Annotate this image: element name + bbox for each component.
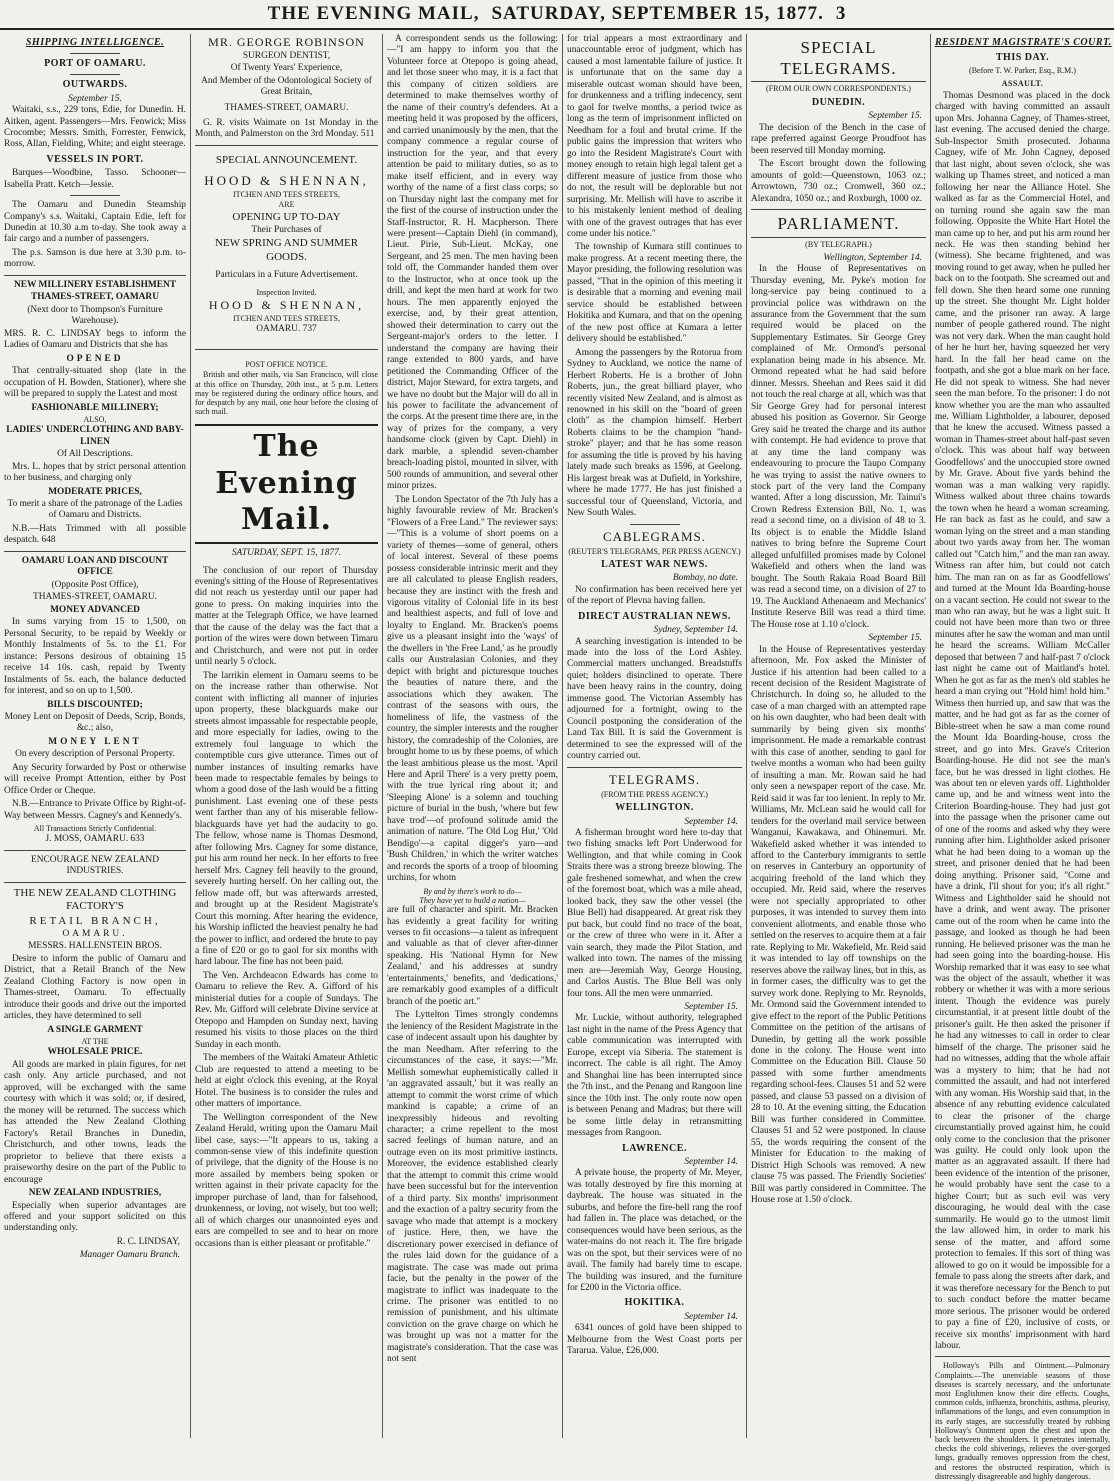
are-label: ARE — [278, 200, 295, 210]
lindsay-intro: MRS. R. C. LINDSAY begs to inform the Ladies of Oamaru and Districts that she has — [4, 328, 186, 351]
before-magistrate: (Before T. W. Parker, Esq., R.M.) — [969, 66, 1076, 76]
this-day-heading: THIS DAY. — [995, 52, 1050, 64]
masthead-title: THE EVENING MAIL, — [267, 3, 480, 24]
moss-signature — [4, 834, 186, 845]
hood-name-2: HOOD & SHENNAN, — [208, 297, 365, 312]
post-notice-text: British and other mails, via San Francisco, will close at this office on Thursday, 20th inst., at 5 p.m. Letters may be registered during the ordinary office hours, and for despatch by any mail, one hour before the closing of such mail. — [195, 370, 378, 417]
paper-title: The Evening Mail. — [195, 424, 378, 544]
lawrence-text: A private house, the property of Mr. Meyer, was totally destroyed by fire this morning at daybreak. The house was situated in the suburbs, and before the fire-bell rang the roof had fallen in. The place was detached, or the consequences would have been serious, as the water-mains do not reach it. The fire brigade was on the spot, but their services were of no avail. The family had barely time to escape. The building was insured, and the furniture for £200 in the Victoria office. — [567, 1168, 742, 1293]
holloway-advert: Holloway's Pills and Ointment.—Pulmonary Complaints.—The unenviable seasons of those diseases is scarcely necessary, and the unfortunate most Englishmen know their dire effects. Coughs, common colds, influenza, bronchitis, asthma, pleurisy, inflammations of the lungs, and even consumption in its early stages, are successfully treated by rubbing Holloway's Ointment upon the chest and upon the back between the shoulders. It penetrates internally, checks the cold shiverings, relieves the over-gorged lungs, gradually removes oppression from the chest, and restores the obstructed respiration, which is distressingly disagreeable and highly dangerous. — [935, 1361, 1110, 1481]
their-purchases: Their Purchases of — [251, 224, 322, 235]
millinery-street: THAMES-STREET, OAMARU — [31, 292, 159, 303]
lawrence-heading: LAWRENCE. — [622, 1142, 687, 1154]
manager-title: Manager Oamaru Branch. — [79, 1250, 180, 1261]
dunedin-text-2: The Escort brought down the following amounts of gold:—Queenstown, 1063 oz.; Arrowtown, 730 oz.; Cromwell, 360 oz.; Alexandra, 1050 oz.; and Roxburgh, 1000 oz. — [751, 159, 926, 204]
assault-heading: ASSAULT. — [1001, 79, 1044, 89]
divider — [70, 53, 120, 54]
wholesale-price: WHOLESALE PRICE. — [47, 1047, 143, 1058]
hokitika-date: September 14. — [684, 1311, 738, 1322]
rm-court-heading: RESIDENT MAGISTRATE'S COURT. — [935, 37, 1112, 48]
oamaru-heading: OAMARU. — [62, 929, 128, 939]
article-paragraph: The larrikin element in Oamaru seems to be on the increase rather than otherwise. Not content with inflicting all manner of injuries upon property, these blackguards make our streets almost impassable for respectable people, and more especially for ladies, owing to the extremely foul language to which the contemptible curs give utterance. Times out of number instances of insulting remarks have been made to respectable females by beings to whom a good dose of the lash would be a fitting punishment. Last evening one of these pests went farther than any of his miserable fellow-blackguards have yet had the audacity to go. The fellow, whose name is Thomas Desmond, after following Mrs. Cagney for some distance, put his arm round her neck. In her efforts to free herself Mrs. Cagney fell heavily to the ground, severely hurting herself. On her calling out, the fellow made off, but was afterwards arrested, and brought up at the Resident Magistrate's Court this morning. After hearing the evidence, his Worship inflicted the heaviest penalty he had the power to inflict, and ordered the brute to pay a fine of £20 or go to gaol for six months with hard labour. The fine has not been paid. — [195, 670, 378, 968]
article-paragraph: The Lyttelton Times strongly condemns the leniency of the Resident Magistrate in the case of indecent assault upon his daughter by the man Needham. After referring to the circumstances of the case, it says:—"Mr. Mellish somewhat euphemistically called it 'an aggravated assault,' but it was really an attempt to commit the worst crime of which mankind is capable; a crime of an inexpressibly hideous and revolting character; a crime repellent to the most sacred feelings of human nature, and an outrage even on its most primitive instincts. Moreover, the evidence established clearly that the attempt to commit this crime would have been successful but for the intervention of a third party. Six months' imprisonment and the exaction of a paltry security from the savage who made that attempt is a mockery of justice. Here, then, we have the discretionary power exercised in defiance of the rules laid down for the guidance of a magistrate. The case was made out prima facie, but the penalty in the power of the magistrate to inflict was inadequate to the crime. The prisoner was entitled to no remission of punishment, and his ultimate conviction on the grave charge on which he was brought up was not a matter for the magistrate's consideration. That the case was not sent — [387, 1010, 558, 1365]
special-announcement: SPECIAL ANNOUNCEMENT. — [215, 153, 358, 166]
divider — [70, 74, 120, 75]
divider — [567, 767, 742, 768]
column-1 — [0, 34, 190, 1438]
money-lent-text: On every description of Personal Property. — [15, 749, 175, 760]
war-date: Bombay, no date. — [672, 573, 738, 584]
parliament-text-2: In the House of Representatives yesterday afternoon, Mr. Fox asked the Minister of Justice if his attention had been called to a recent decision of the Resident Magistrate of Christchurch. In doing so, he alluded to the case of a man charged with an attempted rape on his own daughter, who had been dealt with summarily by being given six months' imprisonment. He made a remarkable contrast with this case of another, sending to gaol for twelve months a woman who had been guilty of insulting a man. Mr. Rowan said he had only seen a newspaper report of the case. Mr. Reid said it was far too lenient. In reply to Mr. Williams, Mr. McLean said he would call for tenders for the overland mail service between Wanganui, Kawakawa, and Ohinemuri. Mr. Wakefield asked whether it was intended to afford to the Canterbury immigrants to settle on reserves in Canterbury an opportunity of acquiring freehold of the land which they occupied. Mr. Reid said, where the reserves were not specially appropriated to other purposes, it was intended to survey them into convenient allotments, and enable those who settled on the reserves to acquire them at a fair rate. Replying to Mr. Wakefield, Mr. Reid said it was intended to lay off townships on the reserves above the railway lines, but in this, as in former cases, the difficulty was to get the survey work done. Replying to Mr. Reynolds, Mr. Ormond said the Government intended to give effect to the report of the Public Petitions Committee on the petition of the artisans of Dunedin, by getting all the work possible done in the colony. The House went into Committee on the Education Bill. Clause 50 passed with some further amendments regarding school-fees. Clauses 51 and 52 were passed, and clause 53 passed on a division of 28 to 10. At the evening sitting, the Education Bill was further considered in Committee. Clauses 51 and 52 were postponed. In clause 55, the words requiring the consent of the Minister for Education to the making of District High Schools was removed. A new clause 75 was passed. The Friendly Societies' Bill was partly considered in Committee. The House rose at 1.50 o'clock. — [751, 644, 926, 1206]
divider — [195, 349, 378, 350]
outwards-date: September 15. — [68, 93, 122, 104]
column-4 — [562, 34, 746, 1438]
cablegrams-heading: CABLEGRAMS. — [602, 528, 707, 544]
wellington-date: September 14. — [684, 816, 738, 827]
divider — [195, 145, 378, 146]
also-label: ALSO, — [83, 415, 107, 424]
ladies-heading: LADIES' UNDERCLOTHING AND BABY-LINEN — [6, 425, 184, 447]
manager-name: R. C. LINDSAY, — [116, 1236, 180, 1247]
especially-text: Especially when superior advantages are offered and your support solicited on this understanding only. — [4, 1200, 186, 1234]
bills-text: Money Lent on Deposit of Deeds, Scrip, Bonds, &c.; also, — [4, 711, 186, 734]
nb-hats — [4, 524, 186, 547]
samson-text: The p.s. Samson is due here at 3.30 p.m. to-morrow. — [4, 247, 186, 270]
divider — [751, 209, 926, 210]
oamaru-label: OAMARU. — [256, 323, 301, 334]
verse-line: They have yet to build a nation— — [419, 895, 526, 905]
war-heading: LATEST WAR NEWS. — [601, 559, 708, 571]
money-advanced-heading: MONEY ADVANCED — [50, 604, 140, 615]
parliament-heading: PARLIAMENT. — [751, 214, 926, 238]
fashionable-heading: FASHIONABLE MILLINERY; — [31, 402, 159, 413]
divider — [4, 275, 186, 276]
article-paragraph: A correspondent sends us the following:—"I am happy to inform you that the Volunteer force at Otepopo is going ahead, and let those sneer who may, it is a fact that this company of citizen soldiers are determined to make themselves worthy of the name of their country's defenders. At a meeting held it was proposed by the officers, and carried unanimously by the men, that the company commence a regular course of instruction for the year, and that every attention be paid to military duties, so as to make itself efficient, and in every way worthy of the name of a first class corps; so on Thursday night last the company met for the first of the course of instruction under the Staff-Instructor, R. H. Macpherson. There were present—Captain Diehl (in command), Lieut. Pirie, Sub-Lieut. McKay, one Sergeant, and 25 men. The men having been told off, the Commander handed them over to the Instructor, who at once took up the drill, and kept the men hard at work for two hours. The men apparently enjoyed the exercise, and, by their great attention, showed their determination to carry out the Sergeant-major's orders to the letter. I understand the company are having their range extended to 800 yards, and have petitioned the Commanding Officer of the district, Major Steward, for extra targets, and we have no doubt but the Major will do all in his power to facilitate the advancement of the corps. At the present time there are, in the way of prizes for the company, a very handsome clock (given by Capt. Diehl) in dark marble, a splendid seven-chamber breach-loading pistol, mounted in silver, with 500 rounds of ammunition, and several other minor prizes. — [387, 34, 558, 492]
steamship-text: The Oamaru and Dunedin Steamship Company's s.s. Waitaki, Captain Edie, left for Dunedin at 10.30 a.m to-day. She took away a fair cargo and a number of passengers. — [4, 200, 186, 245]
encourage-heading: ENCOURAGE NEW ZEALAND INDUSTRIES. — [31, 854, 159, 877]
parliament-date: Wellington, September 14. — [823, 252, 922, 263]
paper-date: SATURDAY, SEPT. 15, 1877. — [231, 548, 342, 559]
bills-heading: BILLS DISCOUNTED; — [47, 699, 143, 710]
security-text: Any Security forwarded by Post or otherwise will receive Prompt Attention, either by Post Office Order or Cheque. — [4, 762, 186, 796]
ad-number: 648 — [41, 535, 56, 546]
article-paragraph: The Ven. Archdeacon Edwards has come to Oamaru to relieve the Rev. A. Gifford of his ministerial duties for a couple of Sundays. The Rev. Mr. Gifford will celebrate Divine service at Otepopo and Hampden on Sunday next, having resumed his visits to those places on the third Sunday in each month. — [195, 970, 378, 1050]
parliament-source: (BY TELEGRAPH.) — [805, 239, 872, 249]
dentist-street: THAMES-STREET, OAMARU. — [224, 102, 349, 113]
dentist-visits-text: G. R. visits Waimate on 1st Monday in the Month, and Palmerston on the 3rd Monday. — [195, 117, 378, 140]
hood-oamaru — [195, 324, 378, 335]
itchen-streets: ITCHEN AND TEES STREETS, — [233, 190, 340, 200]
australian-date: Sydney, September 14. — [653, 625, 738, 636]
lawrence-date: September 14. — [684, 1156, 738, 1167]
article-paragraph: for trial appears a most extraordinary and unaccountable error of judgment, which has caused a most lamentable failure of justice. It is unfortunate that on the same day a miserable outcast woman should have been, for drunkenness and a trifling indecency, sent to gaol for twelve months, a period twice as long as the term of imprisonment inflicted on Needham for a foul and brutal crime. If the public gains the impression that writers who go into the Resident Magistrate's Court with money enough to retain high legal talent get a different measure of justice from those who do not, the result will be deplorable but not surprising. Mr. Mellish will have to ascribe it to his mistakenly lenient method of dealing with one of the gravest outrages that has ever come under his notice." — [567, 34, 742, 239]
money-advanced-text: In sums varying from 15 to 1,500, on Personal Security, to be repaid by Weekly or Monthly Instalments of 5s. to the £1. For instance: Persons desirous of obtaining 15 receive 14 10s. cash, repaid by Twenty Instalments of 5s. each, the balance deducted for interest, and so on up to 1,500. — [4, 617, 186, 697]
spring-goods: NEW SPRING AND SUMMER GOODS. — [214, 237, 359, 263]
ad-number: 511 — [360, 129, 375, 140]
column-3 — [382, 34, 562, 1438]
moss-name: J. MOSS, OAMARU. — [45, 834, 129, 845]
masthead — [0, 0, 1114, 30]
loan-street: THAMES-STREET, OAMARU. — [32, 592, 158, 603]
opened-heading: OPENED — [66, 353, 124, 364]
nb-hats-text: N.B.—Hats Trimmed with all possible despatch. — [4, 523, 186, 546]
parliament-date-2: September 15. — [868, 633, 922, 644]
hokitika-text: 6341 ounces of gold have been shipped to Melbourne from the West Coast ports per Tararua. Value, £26,000. — [567, 1323, 742, 1357]
ad-number: 737 — [302, 323, 317, 334]
dentist-visits — [195, 118, 378, 141]
verse-line: By and by there's work to do— — [423, 886, 522, 896]
confidential-text: All Transactions Strictly Confidential. — [33, 824, 157, 834]
vessels-heading: VESSELS IN PORT. — [46, 153, 144, 165]
dunedin-date: September 15. — [868, 111, 922, 122]
hood-name: HOOD & SHENNAN, — [204, 173, 369, 189]
dentist-name: MR. GEORGE ROBINSON — [208, 35, 365, 49]
divider — [4, 850, 186, 851]
article-paragraph: The township of Kumara still continues to make progress. At a recent meeting there, the Mayor presiding, the following resolution was passed, "That in the opinion of this meeting it is desirable that a morning and evening mail service should be established between Hokitika and Kumara, and that on the opening of the new post office at Kumara a letter delivery should be established." — [567, 242, 742, 345]
moderate-heading: MODERATE PRICES, — [48, 486, 142, 497]
millinery-next: (Next door to Thompson's Furniture Warehouse). — [27, 304, 163, 327]
special-telegrams-heading: SPECIAL TELEGRAMS. — [751, 38, 926, 82]
article-paragraph: The members of the Waitaki Amateur Athletic Club are requested to attend a meeting to be held at eight o'clock this evening, at the Royal Hotel. The business is to consider the rules and other matters of importance. — [195, 1053, 378, 1110]
ad-number: 633 — [130, 834, 145, 845]
australian-text: A searching investigation is intended to be made into the loss of the Lord Ashley. Commercial matters unchanged. Breadstuffs quiet; holders disinclined to operate. There have been heavy rains in the country, doing immense good. The Victorian Assembly has adjourned for a fortnight, owing to the Council postponing the consideration of the Land Tax Bill. It is said the Government is determined to see the expressed will of the country carried out. — [567, 636, 742, 762]
article-paragraph: The conclusion of our report of Thursday evening's sitting of the House of Representatives did not reach us yesterday until our paper had gone to press. On making inquiries into the matter at the Telegraph Office, we have learned that the cause of the delay was the fact that a portion of the wires were down between Timaru and Christchurch, and were not put in order until nearly 5 o'clock. — [195, 565, 378, 668]
wellington-text-2: Mr. Luckie, without authority, telegraphed last night in the name of the Press Agency that cable communication was interrupted with Europe, except via Siberia. The statement is incorrect. The cable is all right. The Amoy and Shanghai line has been interrupted since the 7th inst., and the Penang and Rangoon line since the 10th inst. The only route now open is between Penang and Madras; but there will be some little delay in retransmitting messages from Rangoon. — [567, 1013, 742, 1139]
inspection-invited: Inspection Invited. — [256, 287, 317, 297]
wellington-text: A fisherman brought word here to-day that two fishing smacks left Port Underwood for Wellington, and that while coming in Cook Straits there was a strong breeze blowing. The gale freshened somewhat, and when the crew of the foremost boat, which was a mile ahead, looked back, they saw the other vessel (the Blue Bell) had disappeared. At great risk they put back, but could find no trace of the boat, or the crew of three who were in it. After a vain search, they made the Pilot Station, and walked into town. The names of the missing men are—Jeremiah Way, George Housing, and Carlos Austis. The Blue Bell was only four tons. All the men were unmarried. — [567, 827, 742, 999]
page-number: 3 — [835, 3, 847, 24]
telegrams-heading: TELEGRAMS. — [608, 771, 701, 787]
wellington-date-2: September 15. — [684, 1002, 738, 1012]
dentist-title: SURGEON DENTIST, — [242, 50, 331, 61]
vessels-text: Barques—Woodbine, Tasso. Schooner—Isabella Pratt. Ketch—Jessie. — [4, 168, 186, 190]
masthead-date: SATURDAY, SEPTEMBER 15, 1877. — [491, 3, 824, 24]
outwards-heading: OUTWARDS. — [62, 79, 128, 91]
outwards-text: Waitaki, s.s., 229 tons, Edie, for Dunedin. H. Aitken, agent. Passengers—Mrs. Fenwick; Miss Crocombe; Messrs. Smith, Forrester, Fenwick, Ross, Allan, Fielding, White; and eight steerage. — [4, 105, 186, 150]
divider — [630, 524, 680, 525]
nz-industries: NEW ZEALAND INDUSTRIES, — [28, 1188, 162, 1199]
dunedin-heading: DUNEDIN. — [811, 97, 866, 109]
loan-heading: OAMARU LOAN AND DISCOUNT OFFICE — [21, 555, 169, 578]
post-notice-heading: POST OFFICE NOTICE. — [245, 360, 328, 370]
article-paragraph: The Wellington correspondent of the New Zealand Herald, writing upon the Oamaru Mail libel case, says:—"It appears to us, taking a common-sense view of this indefinite question of privilege, that the dignity of the House is no more assailed by members being spoken or written against in their private capacity for the improper purchase of land, than for falsehood, drunkenness, or loving, not wisely, but too well; all of which charges our unannointed eyes and ears are compelled to see and to hear on more occasions than is either pleasant or profitable." — [195, 1112, 378, 1249]
at-the: AT THE — [81, 1037, 109, 1047]
loan-sub: (Opposite Post Office), — [51, 579, 139, 590]
millinery-heading: NEW MILLINERY ESTABLISHMENT — [13, 279, 177, 290]
divider — [935, 1356, 1110, 1357]
column-2 — [190, 34, 382, 1438]
telegrams-source: (FROM THE PRESS AGENCY.) — [601, 789, 708, 799]
article-paragraph: are full of character and spirit. Mr. Bracken has evidently a great facility for writing verses to fit occasions—a talent as infrequent and valuable as that of clever after-dinner speaking. His 'National Hymn for New Zealand,' and his addresses at sundry 'entertainments,' benefits, and 'dedications,' are remarkably good examples of a difficult branch of the poetic art." — [387, 905, 558, 1007]
port-heading: PORT OF OAMARU. — [44, 58, 146, 70]
divider — [70, 195, 120, 196]
court-report: Thomas Desmond was placed in the dock charged with having committed an assault upon Mrs. Johanna Cagney, of Thames-street, last evening. The accused denied the charge. Sub-Inspector Smith prosecuted. Johanna Cagney, wife of Mr. John Cagney, deposed that last night, about seven o'clock, she was walking up Thames street, and noticed a man following her near the Alliance Hotel. She walked as far as the Commercial Hotel, and on turning round she again saw the man following. Opposite the White Hart Hotel the man came up to her, and put his arm round her neck. He was then standing behind her (witness). She became frightened, and was moving round to get away, when he pulled her back on to the footpath. She screamed out and fell down. She then heard some one running up the street. She thought Mr. Light holder came, and the prisoner ran away. A large number of people gathered round. The night was not very dark. When the man caught hold of her he hurt her, having squeezed her very hard. In the fall her head came on the footpath, and she got a blue mark on her face. He did not speak to witness. She had never seen the man before. To the prisoner: I do not know whether you are the man who assaulted me. William Lightholder, a labourer, deposed that he knew the accused. Witness passed a woman in Thames-street about half-past seven o'clock. This was about half way between Goodfellows' and the unoccupied store owned by Mr. Grave. About five yards behind the woman was a man walking very rapidly. Witness walked about three chains towards the town when he heard a woman screaming. He ran back as fast as he could, and saw a woman lying on the street and a man standing about two yards away from her. The woman called out "Catch him," and the man ran away. Witness ran after him, but could not catch him. The man ran on as far as Goodfellows' and turned at the Mount Ida Boarding-house on a vacant section. He could not swear to the man who ran away, but he was a light suit. It could not have been more than two or three minutes after he saw the woman and man until he heard the screams. William McCaller deposed that between 7 and half-past 7 o'clock last night he came out of Maitland's hotel. When he got as far as the men's old stables he heard a man crying out "Hold him! hold him." Witness then hurried up, and saw that was the matter, and he had got as far as the corner of Bible-street when he saw a man come round the Mount Ida Boarding-house, cross the street, and go into Mrs. Grave's Criterion Boarding-house. He did not see the man's face, but he was dressed in light clothes. He was about ten or eleven yards off. Lightholder came up, and he and witness went into the Criterion Boarding-house. They had just got into the passage when the prisoner came out of one of the rooms and asked why they were running after him. Lightholder asked prisoner what he had been doing to a woman up the street, and prisoner denied that he had been doing anything. Prisoner said, "Come and have a drink, I'll shout for you; it's all right." Witness and Lightholder said he should not have a drink, and went away. The prisoner came out of the room when he came into the passage, and looked as though he had been running. He believed prisoner was the man he had seen going into the boarding-house. His Worship remarked that it was easy to see what was the object of the assault, whether it was robbery or whether it was with a more serious intent. Though the evidence was purely circumstantial, it at present little doubt of the prisoner's guilt. He then asked the prisoner if he had any witnesses to call in order to clear himself of the charge. The prisoner said he had no witnesses, adding that the whole affair was a mystery to him; that he had not committed the assault, and had not interfered with any woman. His Worship said that, in the absence of any rebutting evidence calculated to clear the prisoner of the charge circumstantially proved against him, he could only come to the conclusion that the prisoner was guilty. He could only look upon the matter as an aggravated assault. If there had been evidence of the intention of the prisoner, he would probably have sent the case to a higher Court; but as such evil was very discouraging, he would deal with the case summarily. He would go to the utmost limit the law allowed him, in order to mark his sense of the matter, and afford some protection to females. If this sort of thing was allowed to go on it would be impossible for a female to pass along the streets after dark, and it was therefore necessary for the Bench to put to such conduct before the matter became more serious. The prisoner would be ordered to pay a fine of £20, inclusive of costs, or receive six months' imprisonment with hard labour. — [935, 90, 1110, 1351]
column-6 — [930, 34, 1114, 1481]
divider — [4, 882, 186, 883]
article-paragraph: The London Spectator of the 7th July has a highly favourable review of Mr. Bracken's "Flowers of a Free Land." The reviewer says:—"This is a volume of short poems on a variety of themes—some of general, others of local interest. Several of these poems possess considerable intrinsic merit and they are all calculated to please English readers, because they are instinct with the fresh and vigorous vitality of Colonial life in its best and healthiest aspects, and full of love and loyalty to England. Mr. Bracken's poems give us a pleasant insight into the 'ways' of the dwellers in 'the Free Land,' as he proudly calls our Australasian Colonies, and they depict with bright and picturesque touches the beauties of nature there, and the associations which they awaken. The contrast of the seasons with ours, the homeliness of life, the vastness of the country, the simpler interests and the rougher history, the comradeship of the Colonies, are brought home to us by these poems, of which the least ambitious please us the most. 'April Here and April There' is a very pretty poem, with the true lyrical ring about it; and 'Sleeping Alone' is a solemn and touching picture of burial in the bush, 'where but few have trod'—of profound solitude amid the animation of nature. 'The Old Log Hut,' 'Old Bendigo'—a capital digger's yarn—and 'Bush Children,' in which the writer watches and records the sports of a troop of blooming urchins, for whom — [387, 494, 558, 884]
hokitika-heading: HOKITIKA. — [624, 1297, 685, 1309]
cablegrams-source: (REUTER'S TELEGRAMS, PER PRESS AGENCY.) — [568, 546, 741, 556]
divider — [4, 551, 186, 552]
war-text: No confirmation has been received here yet of the report of Plevna having fallen. — [567, 584, 742, 607]
goods-text: All goods are marked in plain figures, for net cash only. Any article purchased, and not approved, will be exchanged with the same courtesy with which it was sold; or, if desired, the money will be returned. The success which has attended the New Zealand Clothing Factory's Retail Branches in Dunedin, Christchurch, and other towns, leads the proprietor to believe that there exists a praiseworthy desire on the part of the Public to encourage — [4, 1059, 186, 1185]
shipping-heading: SHIPPING INTELLIGENCE. — [25, 37, 165, 48]
merit-text: To merit a share of the patronage of the Ladies of Oamaru and Districts. — [7, 499, 183, 521]
dunedin-text: The decision of the Bench in the case of rape preferred against George Proudfoot has been reserved till Monday morning. — [751, 122, 926, 156]
article-paragraph: Among the passengers by the Rotorua from Sydney to Auckland, we notice the name of Herbert Roberts. He is a brother of John Roberts, jun., the great billiard player, who recently visited New Zealand, and is almost as renowned in his skill on the "board of green cloth" as the champion himself. Herbert Roberts claims to be the champion "hand-stroke" player; and that he has some reason for assuming the title is proved by his having lately made such breaks as 1596, at Geelong. His largest break was at Dufield, in Yorkshire, where he made 1777. He has just finished a successful tour of Queensland, Victoria, and New South Wales. — [567, 347, 742, 519]
money-lent-heading: MONEY LENT — [48, 736, 142, 747]
clothing-heading: THE NEW ZEALAND CLOTHING FACTORY'S — [13, 886, 177, 913]
itchen-streets-2: ITCHEN AND TEES STREETS, — [233, 313, 340, 323]
parliament-text: In the House of Representatives on Thursday evening, Mr. Pyke's motion for long-service pay being continued to a provincial police was withdrawn on the assurance from the Government that the sum required would be placed on the Supplementary Estimates. Sir George Grey complained of Mr. Ormond's personal explanation being made in his absence. Mr. Ormond repeated what he had said before dinner. Messrs. Sheehan and Rees said it did not touch the real charge at all, which was that Sir George Grey had for personal interest abused his position as Governor. Sir George Grey said he treated the charge and its author with contempt. He had evidence to prove that at any time the land company was endeavouring to procure the Taupo Company he was trying to assist the native owners to stock part of the very land the Company wanted. After a long discussion, Mr. Tainui's Crown Redress Extension Bill, No. 1, was read a second time, on a division of 48 to 3. Its object is to enable the Middle Island natives to bring before the Supreme Court alleged unfulfilled promises made by Colonel Wakefield and others when the land was bought. The South Rakaia Road Board Bill was read a second time, on a division of 27 to 19. The Auckland Athenaeum and Mechanics' Institute Reserve Bill was read a third time. The House rose at 1.10 o'clock. — [751, 264, 926, 630]
particulars-text: Particulars in a Future Advertisement. — [215, 270, 358, 281]
special-source: (FROM OUR OWN CORRESPONDENTS.) — [766, 84, 911, 94]
all-descriptions: Of All Descriptions. — [57, 449, 133, 460]
nb-entrance: N.B.—Entrance to Private Office by Right-of-Way between Messrs. Cagney's and Kennedy's. — [4, 799, 187, 821]
single-garment: A SINGLE GARMENT — [47, 1024, 143, 1035]
retail-heading: RETAIL BRANCH, — [29, 914, 161, 927]
opening-heading: OPENING UP TO-DAY — [232, 210, 341, 223]
australian-heading: DIRECT AUSTRALIAN NEWS. — [578, 610, 731, 622]
column-5 — [746, 34, 930, 1438]
clothing-text: Desire to inform the public of Oamaru and District, that a Retail Branch of the New Zealand Clothing Factory is now open in Thames-street, Oamaru. To effectually introduce their goods and drive out the imported articles, they have determined to sell — [4, 953, 186, 1022]
dentist-member: And Member of the Odontological Society of Great Britain, — [201, 75, 372, 98]
wellington-heading: WELLINGTON. — [615, 802, 694, 814]
lindsay-premises: That centrally-situated shop (late in the occupation of H. Bowden, Stationer), where she will be prepared to supply the Latest and most — [4, 366, 186, 400]
dentist-experience: Of Twenty Years' Experience, — [230, 63, 343, 74]
hallenstein-heading: MESSRS. HALLENSTEIN BROS. — [28, 941, 162, 952]
attention-text: Mrs. L. hopes that by strict personal attention to her business, and charging only — [4, 461, 186, 484]
